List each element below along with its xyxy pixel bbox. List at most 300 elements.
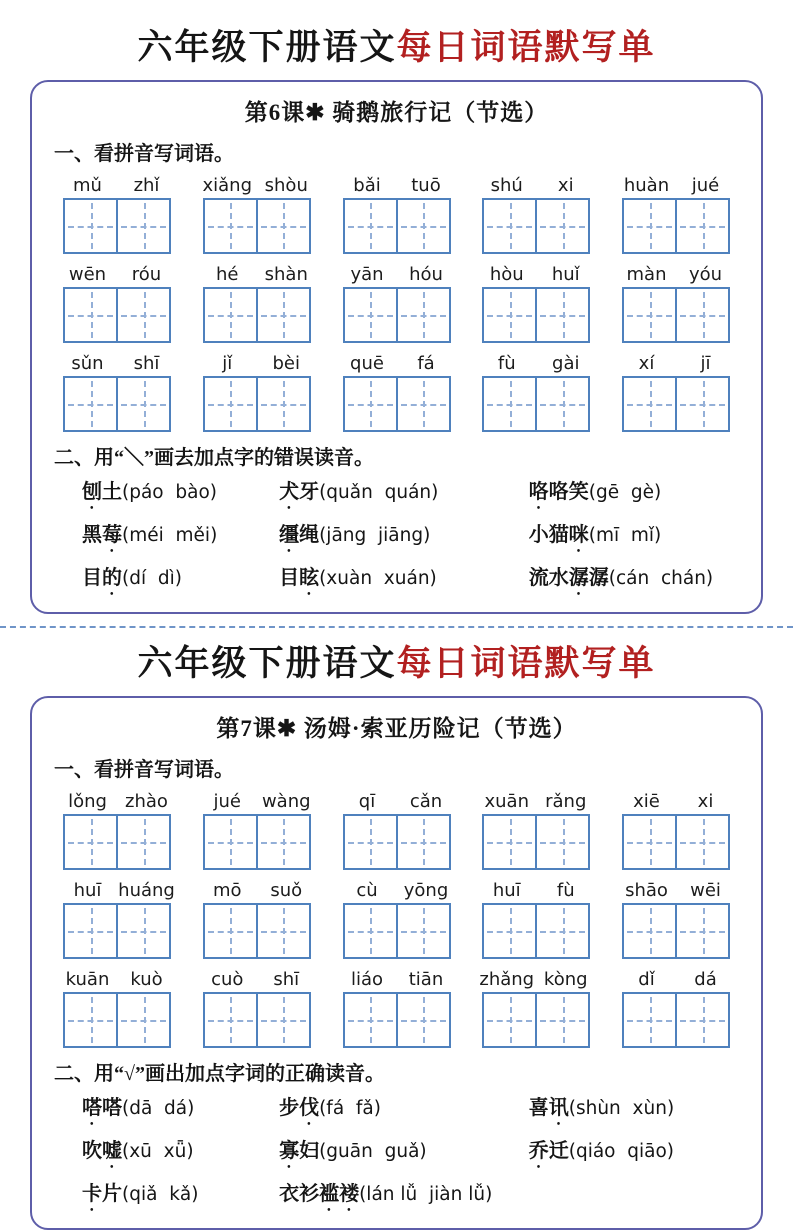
pinyin-label <box>617 263 735 287</box>
word-item <box>529 478 739 514</box>
pinyin-syllable: xuān <box>484 791 529 812</box>
dotted-chars: 的 <box>102 567 122 589</box>
word-block <box>338 352 456 432</box>
pinyin-row <box>58 790 735 870</box>
writing-box <box>343 376 451 432</box>
writing-cell <box>535 994 588 1046</box>
word-block <box>477 790 595 870</box>
item-word <box>82 481 122 503</box>
pinyin-syllable: hóu <box>409 264 443 285</box>
writing-cell <box>65 816 116 868</box>
writing-cell <box>484 994 535 1046</box>
pinyin-label <box>198 879 316 903</box>
lesson-title: 第7课✱ 汤姆·索亚历险记（节选） <box>216 716 577 741</box>
pinyin-label <box>617 352 735 376</box>
pinyin-options: (fá fǎ) <box>319 1098 381 1119</box>
item-word-pre: 喜 <box>528 1097 549 1119</box>
pinyin-options: (shùn xùn) <box>568 1098 675 1119</box>
pinyin-syllable: xiǎng <box>202 175 253 196</box>
word-block <box>338 968 456 1048</box>
pinyin-label <box>198 263 316 287</box>
item-word-post: 土 <box>102 481 122 503</box>
pinyin-syllable: shī <box>133 353 160 374</box>
word-item <box>529 564 739 600</box>
dotted-chars: 讯 <box>548 1097 569 1119</box>
item-word <box>279 567 319 589</box>
pinyin-label <box>58 263 176 287</box>
pinyin-label <box>338 352 456 376</box>
word-item <box>279 564 529 600</box>
writing-cell <box>65 994 116 1046</box>
word-item <box>279 1180 529 1216</box>
writing-cell <box>624 816 675 868</box>
word-item <box>529 1137 739 1173</box>
pinyin-label <box>58 968 176 992</box>
writing-cell <box>484 289 535 341</box>
writing-box <box>63 198 171 254</box>
pinyin-options: (mī mǐ) <box>588 525 662 546</box>
pinyin-options: (lán lǚ jiàn lǚ) <box>359 1184 493 1205</box>
pinyin-row <box>58 968 735 1048</box>
writing-box <box>203 198 311 254</box>
word-block <box>477 352 595 432</box>
pinyin-options: (xū xǖ) <box>122 1141 194 1162</box>
pinyin-syllable: suǒ <box>270 880 303 901</box>
word-block <box>617 263 735 343</box>
item-word-pre: 黑 <box>82 524 102 546</box>
pinyin-syllable: jǐ <box>222 353 233 374</box>
pinyin-syllable: cǎn <box>409 791 443 812</box>
word-item <box>279 1137 529 1173</box>
writing-box <box>482 198 590 254</box>
pinyin-options: (xuàn xuán) <box>319 568 437 589</box>
writing-cell <box>65 289 116 341</box>
pinyin-syllable: xi <box>697 791 714 812</box>
dotted-chars: 咯 <box>528 481 549 503</box>
pinyin-label <box>198 968 316 992</box>
item-word-post: 牙 <box>299 481 320 503</box>
item-word <box>279 481 319 503</box>
title-red: 每日词语默写单 <box>396 644 656 683</box>
writing-box <box>482 287 590 343</box>
word-block <box>198 263 316 343</box>
word-item <box>82 564 279 600</box>
writing-cell <box>675 200 728 252</box>
writing-box <box>482 992 590 1048</box>
pinyin-syllable: bèi <box>272 353 300 374</box>
pinyin-label <box>477 174 595 198</box>
pinyin-options: (méi měi) <box>122 525 218 546</box>
writing-cell <box>65 378 116 430</box>
pinyin-syllable: jī <box>700 353 711 374</box>
item-word-post: 片 <box>102 1183 122 1205</box>
writing-cell <box>535 200 588 252</box>
pinyin-syllable: shòu <box>264 175 308 196</box>
word-block <box>617 352 735 432</box>
items-grid <box>82 1094 739 1216</box>
word-block <box>198 352 316 432</box>
pinyin-label <box>198 174 316 198</box>
writing-cell <box>205 994 256 1046</box>
writing-box <box>622 198 730 254</box>
pinyin-syllable: rǎng <box>545 791 587 812</box>
pinyin-label <box>477 968 595 992</box>
pinyin-options: (guān guǎ) <box>319 1141 427 1162</box>
pinyin-syllable: quē <box>350 353 384 374</box>
pinyin-label <box>617 879 735 903</box>
pinyin-label <box>477 263 595 287</box>
pinyin-options: (qiáo qiāo) <box>568 1141 675 1162</box>
pinyin-syllable: shī <box>273 969 300 990</box>
writing-box <box>622 814 730 870</box>
writing-cell <box>396 378 449 430</box>
word-block <box>58 790 176 870</box>
writing-cell <box>205 378 256 430</box>
writing-cell <box>256 905 309 957</box>
word-block <box>58 352 176 432</box>
writing-box <box>203 287 311 343</box>
writing-cell <box>345 905 396 957</box>
item-word <box>529 1097 569 1119</box>
pinyin-options: (quǎn quán) <box>319 482 439 503</box>
lesson-card-1 <box>30 80 763 614</box>
pinyin-syllable: wàng <box>261 791 311 812</box>
writing-cell <box>65 200 116 252</box>
pinyin-label <box>58 790 176 814</box>
pinyin-syllable: xiē <box>633 791 660 812</box>
pinyin-syllable: wēn <box>68 264 107 285</box>
pinyin-syllable: róu <box>131 264 162 285</box>
writing-cell <box>205 289 256 341</box>
word-block <box>338 790 456 870</box>
pinyin-options: (jāng jiāng) <box>319 525 431 546</box>
writing-cell <box>535 816 588 868</box>
item-word-post: 迁 <box>548 1140 569 1162</box>
item-word-post: 潺 <box>588 567 609 589</box>
writing-cell <box>484 905 535 957</box>
writing-cell <box>205 200 256 252</box>
item-word <box>82 1140 122 1162</box>
writing-box <box>63 287 171 343</box>
writing-box <box>343 814 451 870</box>
writing-cell <box>396 994 449 1046</box>
empty-cell <box>529 1180 739 1216</box>
pinyin-syllable: qī <box>358 791 376 812</box>
word-item <box>82 521 279 557</box>
word-item <box>529 521 739 557</box>
pinyin-syllable: fù <box>556 880 575 901</box>
writing-cell <box>345 816 396 868</box>
item-word <box>529 481 589 503</box>
writing-cell <box>396 200 449 252</box>
pinyin-label <box>617 968 735 992</box>
word-block <box>477 174 595 254</box>
dotted-chars: 褴褛 <box>319 1183 360 1205</box>
item-word-pre: 步 <box>279 1097 300 1119</box>
writing-cell <box>65 905 116 957</box>
pinyin-syllable: gài <box>552 353 580 374</box>
pinyin-syllable: yān <box>350 264 384 285</box>
item-word-pre: 目 <box>82 567 102 589</box>
item-word-pre: 流水 <box>528 567 569 589</box>
writing-cell <box>256 816 309 868</box>
writing-cell <box>345 289 396 341</box>
lesson-title: 第6课✱ 骑鹅旅行记（节选） <box>244 100 549 125</box>
item-word-pre: 衣衫 <box>279 1183 320 1205</box>
pinyin-syllable: huàn <box>623 175 670 196</box>
pinyin-syllable: zhǎng <box>479 969 535 990</box>
section-1-label: 一、看拼音写词语。 <box>54 759 234 781</box>
word-block <box>617 174 735 254</box>
pinyin-syllable: tiān <box>408 969 444 990</box>
word-block <box>617 968 735 1048</box>
pinyin-label <box>617 174 735 198</box>
item-word <box>279 1097 319 1119</box>
word-item <box>82 478 279 514</box>
writing-box <box>622 287 730 343</box>
pinyin-row <box>58 879 735 959</box>
pinyin-syllable: xi <box>557 175 574 196</box>
dotted-chars: 眩 <box>299 567 320 589</box>
word-block <box>617 790 735 870</box>
title-black: 六年级下册语文 <box>137 28 397 67</box>
pinyin-label <box>198 352 316 376</box>
pinyin-syllable: fù <box>497 353 516 374</box>
writing-box <box>203 376 311 432</box>
pinyin-label <box>338 879 456 903</box>
item-word-pre: 小猫 <box>528 524 569 546</box>
pinyin-options: (cán chán) <box>608 568 714 589</box>
dotted-chars: 嗒 <box>82 1097 102 1119</box>
writing-cell <box>624 378 675 430</box>
dotted-chars: 寡 <box>279 1140 300 1162</box>
writing-cell <box>116 905 169 957</box>
writing-cell <box>116 200 169 252</box>
writing-cell <box>116 289 169 341</box>
dotted-chars: 伐 <box>299 1097 320 1119</box>
writing-cell <box>675 816 728 868</box>
pinyin-syllable: huáng <box>118 880 175 901</box>
writing-cell <box>675 905 728 957</box>
item-word <box>82 1183 122 1205</box>
page-divider <box>0 626 793 628</box>
pinyin-label <box>58 174 176 198</box>
word-block <box>198 879 316 959</box>
writing-cell <box>256 994 309 1046</box>
pinyin-syllable: xí <box>638 353 655 374</box>
title-red: 每日词语默写单 <box>396 28 656 67</box>
pinyin-syllable: sǔn <box>71 353 104 374</box>
lesson-card-2 <box>30 696 763 1230</box>
dotted-chars: 潺 <box>568 567 589 589</box>
writing-box <box>482 903 590 959</box>
writing-cell <box>535 378 588 430</box>
word-block <box>338 879 456 959</box>
title-black: 六年级下册语文 <box>137 644 397 683</box>
writing-box <box>622 992 730 1048</box>
dotted-chars: 嘘 <box>102 1140 122 1162</box>
writing-cell <box>624 994 675 1046</box>
pinyin-syllable: kuò <box>130 969 163 990</box>
pinyin-row <box>58 352 735 432</box>
word-block <box>338 174 456 254</box>
section-2-label: 二、用“＼”画去加点字的错误读音。 <box>54 447 374 469</box>
writing-box <box>482 376 590 432</box>
writing-cell <box>675 289 728 341</box>
pinyin-syllable: zhào <box>125 791 168 812</box>
word-block <box>58 174 176 254</box>
writing-cell <box>535 289 588 341</box>
writing-cell <box>116 816 169 868</box>
pinyin-syllable: shāo <box>625 880 668 901</box>
writing-cell <box>535 905 588 957</box>
pinyin-label <box>58 352 176 376</box>
section-1-label: 一、看拼音写词语。 <box>54 143 234 165</box>
word-item <box>82 1137 279 1173</box>
pinyin-syllable: bǎi <box>353 175 381 196</box>
writing-cell <box>396 289 449 341</box>
item-word-post: 绳 <box>299 524 320 546</box>
word-block <box>338 263 456 343</box>
writing-cell <box>345 378 396 430</box>
writing-box <box>63 814 171 870</box>
pinyin-options: (dí dì) <box>122 568 182 589</box>
word-item <box>279 521 529 557</box>
pinyin-syllable: cuò <box>211 969 244 990</box>
writing-cell <box>396 905 449 957</box>
pinyin-syllable: dá <box>694 969 717 990</box>
writing-cell <box>345 200 396 252</box>
dotted-chars: 咪 <box>568 524 589 546</box>
pinyin-options: (gē gè) <box>588 482 662 503</box>
item-word <box>82 524 122 546</box>
item-word-post: 咯笑 <box>548 481 589 503</box>
dotted-chars: 刨 <box>82 481 102 503</box>
word-block <box>477 968 595 1048</box>
writing-box <box>63 992 171 1048</box>
pinyin-syllable: yōng <box>403 880 449 901</box>
writing-cell <box>396 816 449 868</box>
writing-box <box>622 376 730 432</box>
pinyin-syllable: hé <box>216 264 239 285</box>
writing-cell <box>484 816 535 868</box>
word-block <box>198 968 316 1048</box>
dotted-chars: 卡 <box>82 1183 102 1205</box>
word-block <box>477 263 595 343</box>
writing-box <box>343 903 451 959</box>
writing-cell <box>256 200 309 252</box>
pinyin-label <box>338 968 456 992</box>
item-word <box>529 524 589 546</box>
word-block <box>477 879 595 959</box>
pinyin-syllable: mǔ <box>73 175 102 196</box>
writing-box <box>63 903 171 959</box>
pinyin-row <box>58 263 735 343</box>
item-word <box>82 567 122 589</box>
pinyin-label <box>198 790 316 814</box>
pinyin-grid-rows <box>54 790 739 1048</box>
pinyin-label <box>338 174 456 198</box>
pinyin-syllable: dǐ <box>638 969 655 990</box>
item-word-pre: 目 <box>279 567 300 589</box>
word-item <box>82 1094 279 1130</box>
writing-cell <box>256 289 309 341</box>
page-title-2 <box>0 636 793 686</box>
writing-box <box>203 814 311 870</box>
writing-box <box>482 814 590 870</box>
pinyin-syllable: shú <box>490 175 523 196</box>
pinyin-syllable: yóu <box>688 264 723 285</box>
section-2-label: 二、用“√”画出加点字词的正确读音。 <box>54 1063 385 1085</box>
writing-cell <box>116 994 169 1046</box>
item-word-post: 妇 <box>299 1140 320 1162</box>
word-block <box>198 790 316 870</box>
writing-box <box>203 992 311 1048</box>
pinyin-label <box>338 263 456 287</box>
dotted-chars: 犬 <box>279 481 300 503</box>
writing-cell <box>624 289 675 341</box>
word-item <box>279 1094 529 1130</box>
pinyin-row <box>58 174 735 254</box>
pinyin-syllable: shàn <box>264 264 308 285</box>
word-block <box>617 879 735 959</box>
writing-box <box>343 287 451 343</box>
pinyin-syllable: lǒng <box>68 791 107 812</box>
writing-cell <box>345 994 396 1046</box>
pinyin-syllable: jué <box>213 791 241 812</box>
pinyin-label <box>617 790 735 814</box>
word-block <box>58 879 176 959</box>
pinyin-label <box>477 879 595 903</box>
pinyin-syllable: wēi <box>690 880 721 901</box>
writing-cell <box>675 994 728 1046</box>
word-block <box>58 263 176 343</box>
pinyin-options: (páo bào) <box>122 482 217 503</box>
pinyin-syllable: cù <box>356 880 378 901</box>
pinyin-options: (dā dá) <box>122 1098 195 1119</box>
item-word <box>279 524 319 546</box>
writing-box <box>343 198 451 254</box>
pinyin-syllable: zhǐ <box>133 175 160 196</box>
pinyin-syllable: hòu <box>489 264 524 285</box>
writing-cell <box>484 378 535 430</box>
pinyin-syllable: liáo <box>350 969 384 990</box>
item-word-post: 嗒 <box>102 1097 122 1119</box>
writing-cell <box>675 378 728 430</box>
pinyin-syllable: fá <box>417 353 435 374</box>
pinyin-label <box>477 790 595 814</box>
writing-cell <box>624 905 675 957</box>
word-item <box>82 1180 279 1216</box>
writing-box <box>343 992 451 1048</box>
dotted-chars: 缰 <box>279 524 300 546</box>
pinyin-syllable: huī <box>73 880 102 901</box>
writing-cell <box>116 378 169 430</box>
word-item <box>279 478 529 514</box>
pinyin-syllable: mō <box>212 880 242 901</box>
dotted-chars: 乔 <box>528 1140 549 1162</box>
writing-box <box>203 903 311 959</box>
item-word <box>529 567 609 589</box>
pinyin-syllable: kuān <box>65 969 110 990</box>
pinyin-label <box>477 352 595 376</box>
writing-cell <box>624 200 675 252</box>
pinyin-syllable: jué <box>691 175 720 196</box>
writing-cell <box>484 200 535 252</box>
pinyin-syllable: huǐ <box>551 264 580 285</box>
pinyin-grid-rows <box>54 174 739 432</box>
writing-box <box>63 376 171 432</box>
